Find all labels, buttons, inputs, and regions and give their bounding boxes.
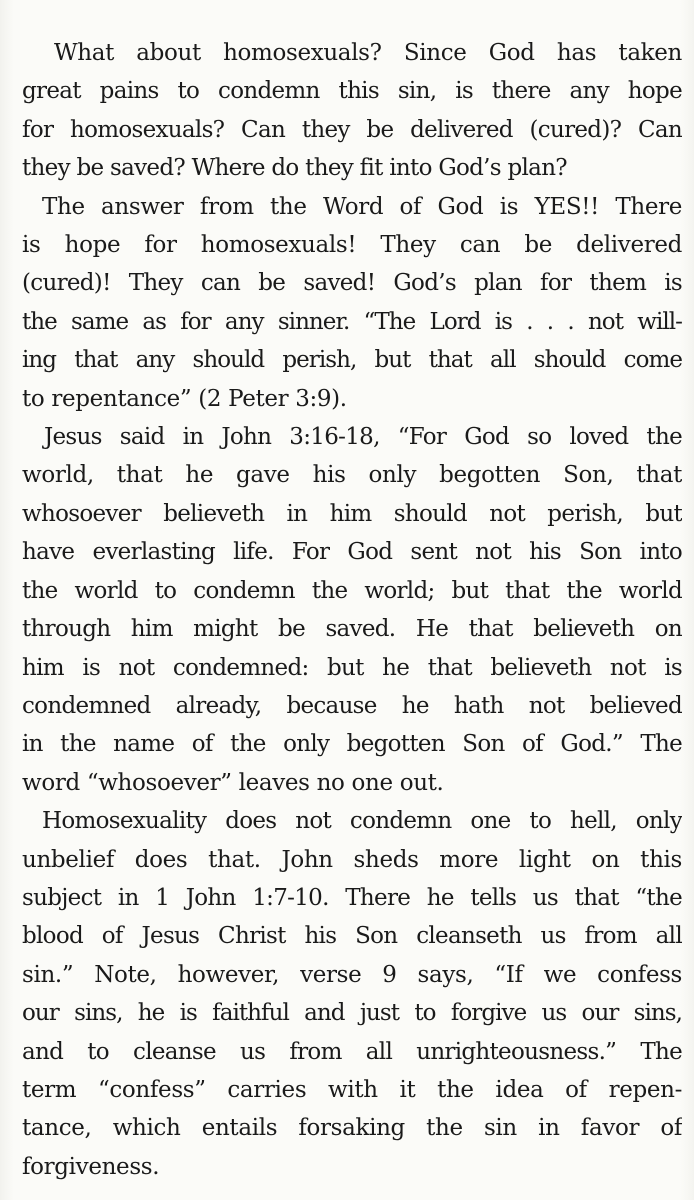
text-line: ing that any should perish, but that all should come	[22, 347, 682, 374]
text-line: to repentance” (2 Peter 3:9).	[22, 385, 347, 412]
text-line: world, that he gave his only begotten Son, that	[22, 462, 682, 489]
text-line: word “whosoever” leaves no one out.	[22, 769, 444, 796]
text-line: and to cleanse us from all unrighteousness.” The	[22, 1038, 682, 1065]
text-line: blood of Jesus Christ his Son cleanseth us from all	[22, 923, 682, 950]
text-line: they be saved? Where do they fit into God’s plan?	[22, 155, 567, 182]
text-line: our sins, he is faithful and just to forgive us our sins,	[22, 1000, 682, 1027]
text-line: in the name of the only begotten Son of God.” The	[22, 731, 682, 758]
text-line: Homosexuality does not condemn one to hell, only	[42, 808, 682, 835]
text-line: subject in 1 John 1:7-10. There he tells us that “the	[22, 884, 682, 911]
text-line: What about homosexuals? Since God has taken	[54, 40, 682, 66]
paragraph-1	[22, 34, 682, 188]
paragraph-3	[22, 418, 682, 802]
text-line: is hope for homosexuals! They can be delivered	[22, 232, 682, 259]
body-text	[22, 34, 682, 1186]
paragraph-2	[22, 188, 682, 418]
text-line: condemned already, because he hath not believed	[22, 692, 682, 719]
text-line: great pains to condemn this sin, is there any hope	[22, 78, 682, 105]
text-line: term “confess” carries with it the idea of repen-	[22, 1076, 682, 1103]
text-line: Jesus said in John 3:16-18, “For God so loved the	[44, 424, 682, 451]
text-line: the same as for any sinner. “The Lord is . . . not will-	[22, 308, 682, 335]
text-line: sin.” Note, however, verse 9 says, “If we confess	[22, 961, 682, 988]
text-line: whosoever believeth in him should not perish, but	[22, 500, 682, 527]
text-line: through him might be saved. He that believeth on	[22, 616, 682, 643]
text-line: him is not condemned: but he that believeth not is	[22, 654, 682, 681]
text-line: have everlasting life. For God sent not his Son into	[22, 539, 682, 566]
text-line: The answer from the Word of God is YES!! There	[42, 193, 682, 220]
text-line: tance, which entails forsaking the sin in favor of	[22, 1115, 682, 1142]
text-line: forgiveness.	[22, 1153, 160, 1180]
text-line: the world to condemn the world; but that the world	[22, 577, 682, 604]
text-line: unbelief does that. John sheds more light on this	[22, 846, 682, 873]
paragraph-4	[22, 802, 682, 1186]
text-line: (cured)! They can be saved! God’s plan for them is	[22, 270, 682, 297]
text-line: for homosexuals? Can they be delivered (cured)? Can	[22, 116, 682, 143]
